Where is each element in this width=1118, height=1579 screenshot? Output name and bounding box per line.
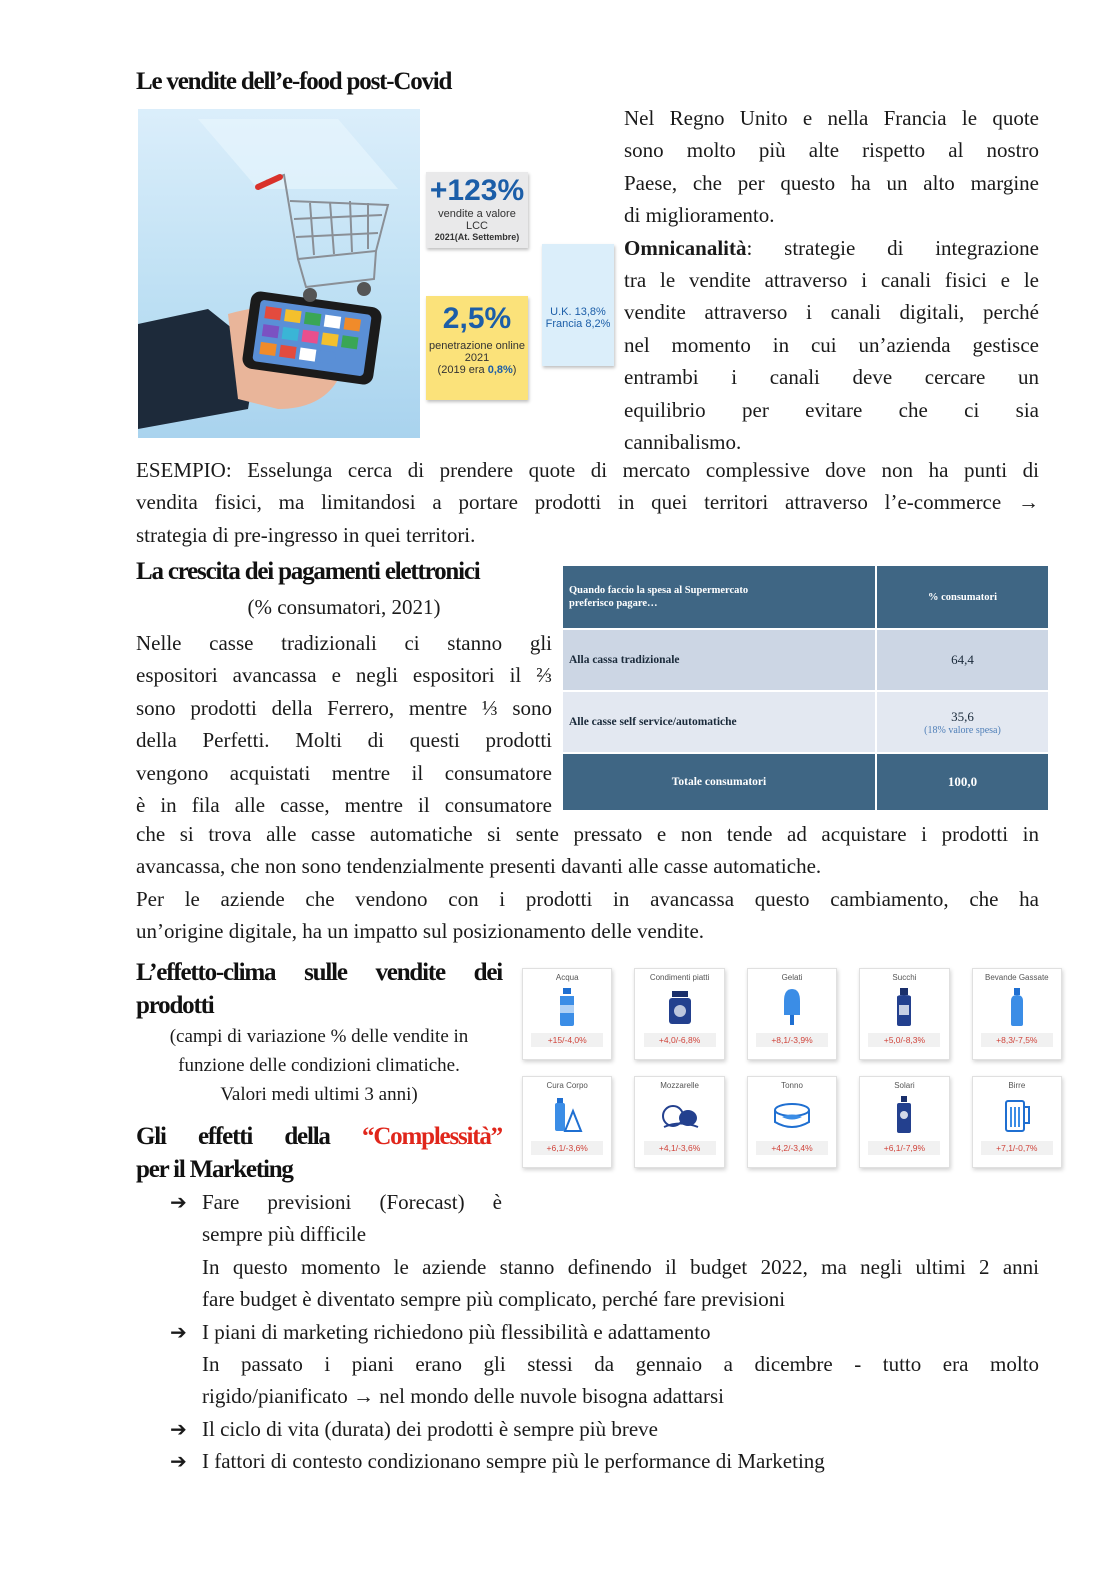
juice-bottle-icon [892, 987, 916, 1027]
list-item: ➔ Il ciclo di vita (durata) dei prodotti è sempre più breve [170, 1413, 1040, 1445]
payments-subtitle: (% consumatori, 2021) [247, 595, 441, 619]
climate-card-succhi: Succhi +5,0/-8,3% [859, 968, 949, 1060]
water-bottle-icon [555, 987, 579, 1027]
climate-grid-row-1 [522, 968, 1062, 1060]
list-item: ➔ Fare previsioni (Forecast) è sempre più difficile [170, 1186, 1040, 1251]
badge-sales-caption: vendite a valore LCC [438, 208, 516, 232]
climate-card-acqua: Acqua +15/-4,0% [522, 968, 612, 1060]
badge-sales-value: +123% [429, 174, 525, 207]
climate-card-condimenti: Condimenti piatti +4,0/-6,8% [634, 968, 724, 1060]
bullet-2-detail: In passato i piani erano gli stessi da gennaio a dicembre - tutto era molto rigido/pianificato → nel mondo delle nuvole bisogna adattarsi [202, 1352, 1039, 1409]
body-care-icon [551, 1097, 583, 1133]
jar-icon [666, 989, 694, 1025]
efood-hero-image [138, 109, 420, 438]
climate-card-gelati: Gelati +8,1/-3,9% [747, 968, 837, 1060]
badge-penetration-year: 2021 [464, 352, 490, 364]
ice-cream-icon [780, 987, 804, 1027]
payments-left-paragraph: Nelle casse tradizionali ci stanno gli espositori avancassa e negli espositori il ⅔ sono prodotti della Ferrero, mentre ⅓ sono della Perfetti. Molti di questi prodotti vengono acquistati mentre il consumatore è in fila alle casse, mentre il consumatore [136, 631, 552, 818]
badge-france-value: Francia 8,2% [545, 318, 611, 330]
example-paragraph: ESEMPIO: Esselunga cerca di prendere quote di mercato complessive dove non ha punti di vendita fisici, ma limitandosi a portare prodotti in quei territori attraverso l’e-commerce → strategia di pre-ingresso in quei territori. [136, 458, 1039, 547]
climate-card-bevande-gassate: Bevande Gassate +8,3/-7,5% [972, 968, 1062, 1060]
quotes-paragraph: Nel Regno Unito e nella Francia le quote sono molto più alte rispetto al nostro Paese, che per questo ha un alto margine di miglioramento. Omnicanalità: strategie di integrazione tra le vendite attraverso i canali fisici e le vendite attraverso i canali digitali, perché nel momento in cui un’azienda gestisce entrambi i canali deve cercare un equilibrio per evitare che ci sia cannibalismo. [624, 106, 1039, 455]
arrow-right-icon: ➔ [170, 1190, 187, 1214]
soda-bottle-icon [1007, 987, 1027, 1027]
bullet-1-detail: In questo momento le aziende stanno definendo il budget 2022, ma negli ultimi 2 anni fare budget è diventato sempre più complicato, perché fare previsioni [202, 1254, 1039, 1312]
table-header-row [563, 566, 1048, 629]
climate-note: (campi di variazione % delle vendite in funzione delle condizioni climatiche. Valori medi ultimi 3 anni) [169, 1026, 469, 1105]
climate-grid-row-2 [522, 1076, 1062, 1168]
shopping-cart-phone-illustration [138, 109, 420, 438]
online-sales-badge [426, 172, 528, 248]
badge-penetration-caption: penetrazione online [428, 340, 526, 352]
climate-card-mozzarelle: Mozzarelle +4,1/-3,6% [634, 1076, 724, 1168]
list-item: ➔ I fattori di contesto condizionano sempre più le performance di Marketing [170, 1445, 1040, 1477]
online-penetration-badge [426, 296, 528, 400]
arrow-right-icon: ➔ [170, 1449, 187, 1474]
mozzarella-icon [660, 1100, 700, 1130]
foreign-quotes-badge [542, 244, 614, 366]
arrow-right-icon: ➔ [170, 1416, 187, 1441]
sunscreen-icon [892, 1095, 916, 1135]
omnicanalita-line: Omnicanalità: strategie di integrazione [624, 235, 1039, 260]
arrow-right-icon: ➔ [170, 1319, 187, 1344]
table-row: Alle casse self service/automatiche 35,6 (18% valore spesa) [563, 691, 1048, 753]
badge-penetration-previous: (2019 era 0,8%) [437, 364, 517, 376]
badge-sales-period: 2021(At. Settembre) [434, 232, 520, 242]
payments-full-paragraph: che si trova alle casse automatiche si sente pressato e non tende ad acquistare i prodotti in avancassa, che non sono tendenzialmente presenti davanti alle casse automatiche. Per le aziende che vendono con i prodotti in avancassa questo cambiamento, che ha un’origine digitale, ha un impatto sul posizionamento delle vendite. [136, 822, 1039, 944]
climate-card-solari: Solari +6,1/-7,9% [859, 1076, 949, 1168]
payments-table [563, 566, 1048, 812]
complexity-bullets [170, 1186, 1040, 1478]
climate-card-cura-corpo: Cura Corpo +6,1/-3,6% [522, 1076, 612, 1168]
badge-penetration-value: 2,5% [442, 302, 512, 335]
table-total-row: Totale consumatori 100,0 [563, 753, 1048, 811]
section-title-efood: Le vendite dell’e-food post-Covid [136, 68, 452, 95]
beer-mug-icon [1002, 1097, 1032, 1133]
climate-card-tonno: Tonno +4,2/-3,4% [747, 1076, 837, 1168]
badge-uk-value: U.K. 13,8% [550, 306, 606, 318]
table-row: Alla cassa tradizionale 64,4 [563, 629, 1048, 691]
section-title-complexity: Gli effetti della “Complessità” per il Marketing [136, 1123, 502, 1183]
list-item: ➔ I piani di marketing richiedono più flessibilità e adattamento [170, 1316, 1040, 1348]
section-title-climate: L’effetto-clima sulle vendite dei prodotti [136, 959, 502, 1019]
tuna-can-icon [772, 1100, 812, 1130]
section-title-payments: La crescita dei pagamenti elettronici [136, 558, 480, 585]
table-header-percent: % consumatori [876, 566, 1048, 629]
climate-card-birre: Birre +7,1/-0,7% [972, 1076, 1062, 1168]
climate-grid [522, 968, 1062, 1168]
table-header-question: Quando faccio la spesa al Supermercato preferisco pagare… [563, 566, 876, 629]
